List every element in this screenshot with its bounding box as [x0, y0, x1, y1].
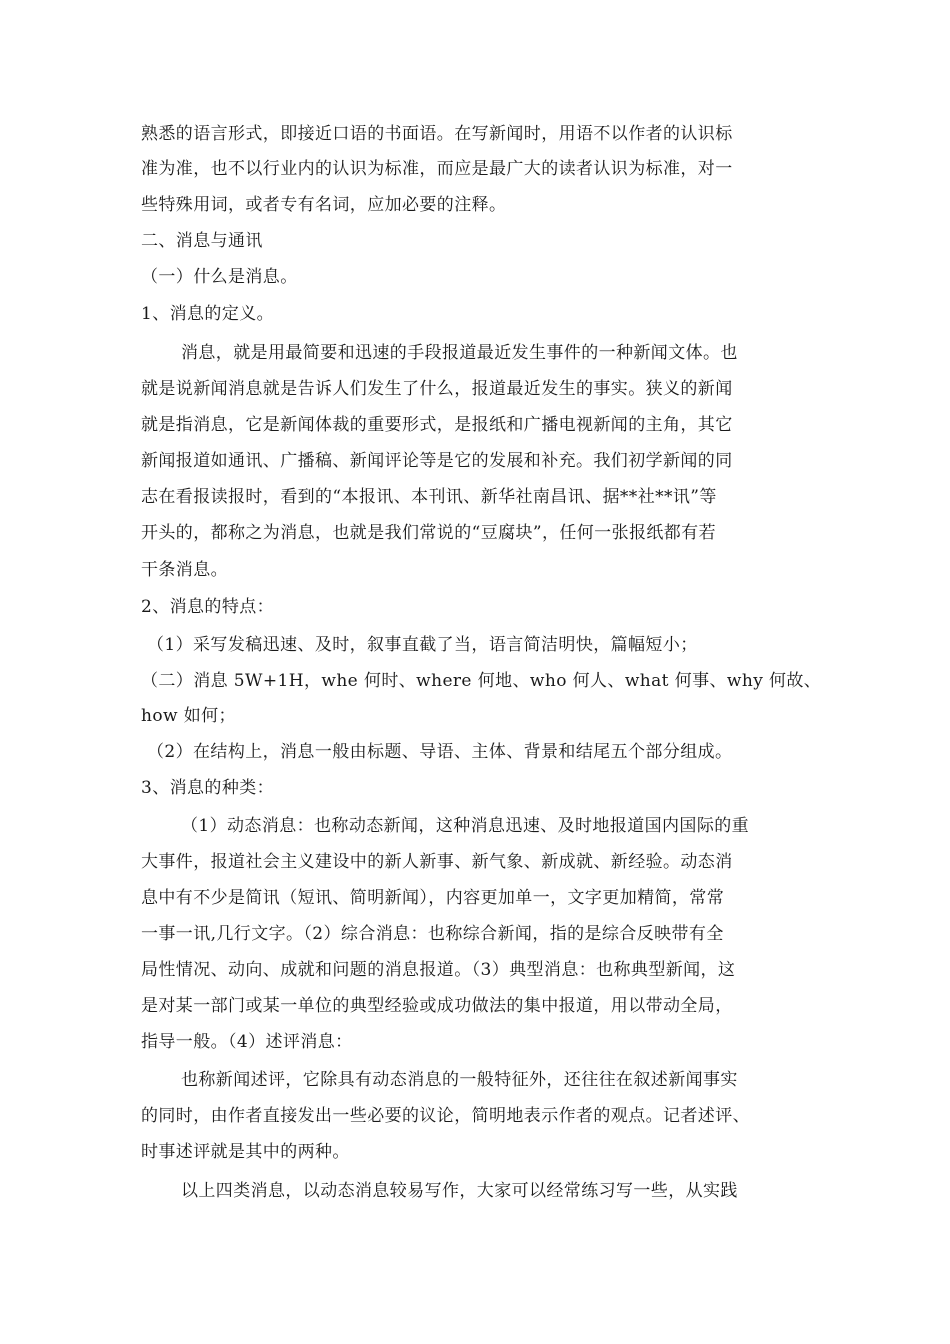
text-line: （2）在结构上，消息一般由标题、导语、主体、背景和结尾五个部分组成。 — [147, 742, 733, 762]
numbered-heading: 2、消息的特点： — [141, 597, 275, 617]
text-line: 一事一讯,几行文字。（2）综合消息：也称综合新闻，指的是综合反映带有全 — [141, 924, 724, 944]
text-line: 志在看报读报时，看到的“本报讯、本刊讯、新华社南昌讯、据**社**讯”等 — [141, 487, 717, 507]
text-line: （二）消息 5W+1H，whe 何时、where 何地、who 何人、what 何事、why 何故、 — [141, 671, 822, 691]
text-line: 是对某一部门或某一单位的典型经验或成功做法的集中报道，用以带动全局， — [141, 996, 733, 1016]
text-line: （1）采写发稿迅速、及时，叙事直截了当，语言简洁明快，篇幅短小； — [147, 635, 698, 655]
text-line: 新闻报道如通讯、广播稿、新闻评论等是它的发展和补充。我们初学新闻的同 — [141, 451, 733, 471]
numbered-heading: 1、消息的定义。 — [141, 304, 275, 324]
text-line: 准为准，也不以行业内的认识为标准，而应是最广大的读者认识为标准，对一 — [141, 159, 733, 179]
text-line: 就是指消息，它是新闻体裁的重要形式，是报纸和广播电视新闻的主角，其它 — [141, 415, 733, 435]
numbered-heading: 3、消息的种类： — [141, 778, 275, 798]
text-line: 大事件，报道社会主义建设中的新人新事、新气象、新成就、新经验。动态消 — [141, 852, 733, 872]
text-line: 干条消息。 — [141, 560, 228, 580]
text-line: 局性情况、动向、成就和问题的消息报道。（3）典型消息：也称典型新闻，这 — [141, 960, 736, 980]
text-line: 消息，就是用最简要和迅速的手段报道最近发生事件的一种新闻文体。也 — [181, 343, 738, 363]
text-line: （1）动态消息：也称动态新闻，这种消息迅速、及时地报道国内国际的重 — [181, 816, 750, 836]
text-line: 熟悉的语言形式，即接近口语的书面语。在写新闻时，用语不以作者的认识标 — [141, 124, 733, 144]
text-line: 就是说新闻消息就是告诉人们发生了什么，报道最近发生的事实。狭义的新闻 — [141, 379, 733, 399]
text-line: 时事述评就是其中的两种。 — [141, 1142, 350, 1162]
text-line: 以上四类消息，以动态消息较易写作，大家可以经常练习写一些，从实践 — [181, 1181, 738, 1201]
text-line: how 如何； — [141, 706, 236, 726]
text-line: 也称新闻述评，它除具有动态消息的一般特征外，还往往在叙述新闻事实 — [181, 1070, 738, 1090]
text-line: 的同时，由作者直接发出一些必要的议论，简明地表示作者的观点。记者述评、 — [141, 1106, 750, 1126]
text-line: 些特殊用词，或者专有名词，应加必要的注释。 — [141, 195, 507, 215]
subsection-heading: （一）什么是消息。 — [141, 267, 298, 287]
text-line: 指导一般。（4）述评消息： — [141, 1032, 353, 1052]
text-line: 息中有不少是简讯（短讯、简明新闻），内容更加单一，文字更加精简，常常 — [141, 888, 725, 908]
text-line: 开头的，都称之为消息，也就是我们常说的“豆腐块”，任何一张报纸都有若 — [141, 523, 716, 543]
section-heading: 二、消息与通讯 — [141, 231, 263, 251]
